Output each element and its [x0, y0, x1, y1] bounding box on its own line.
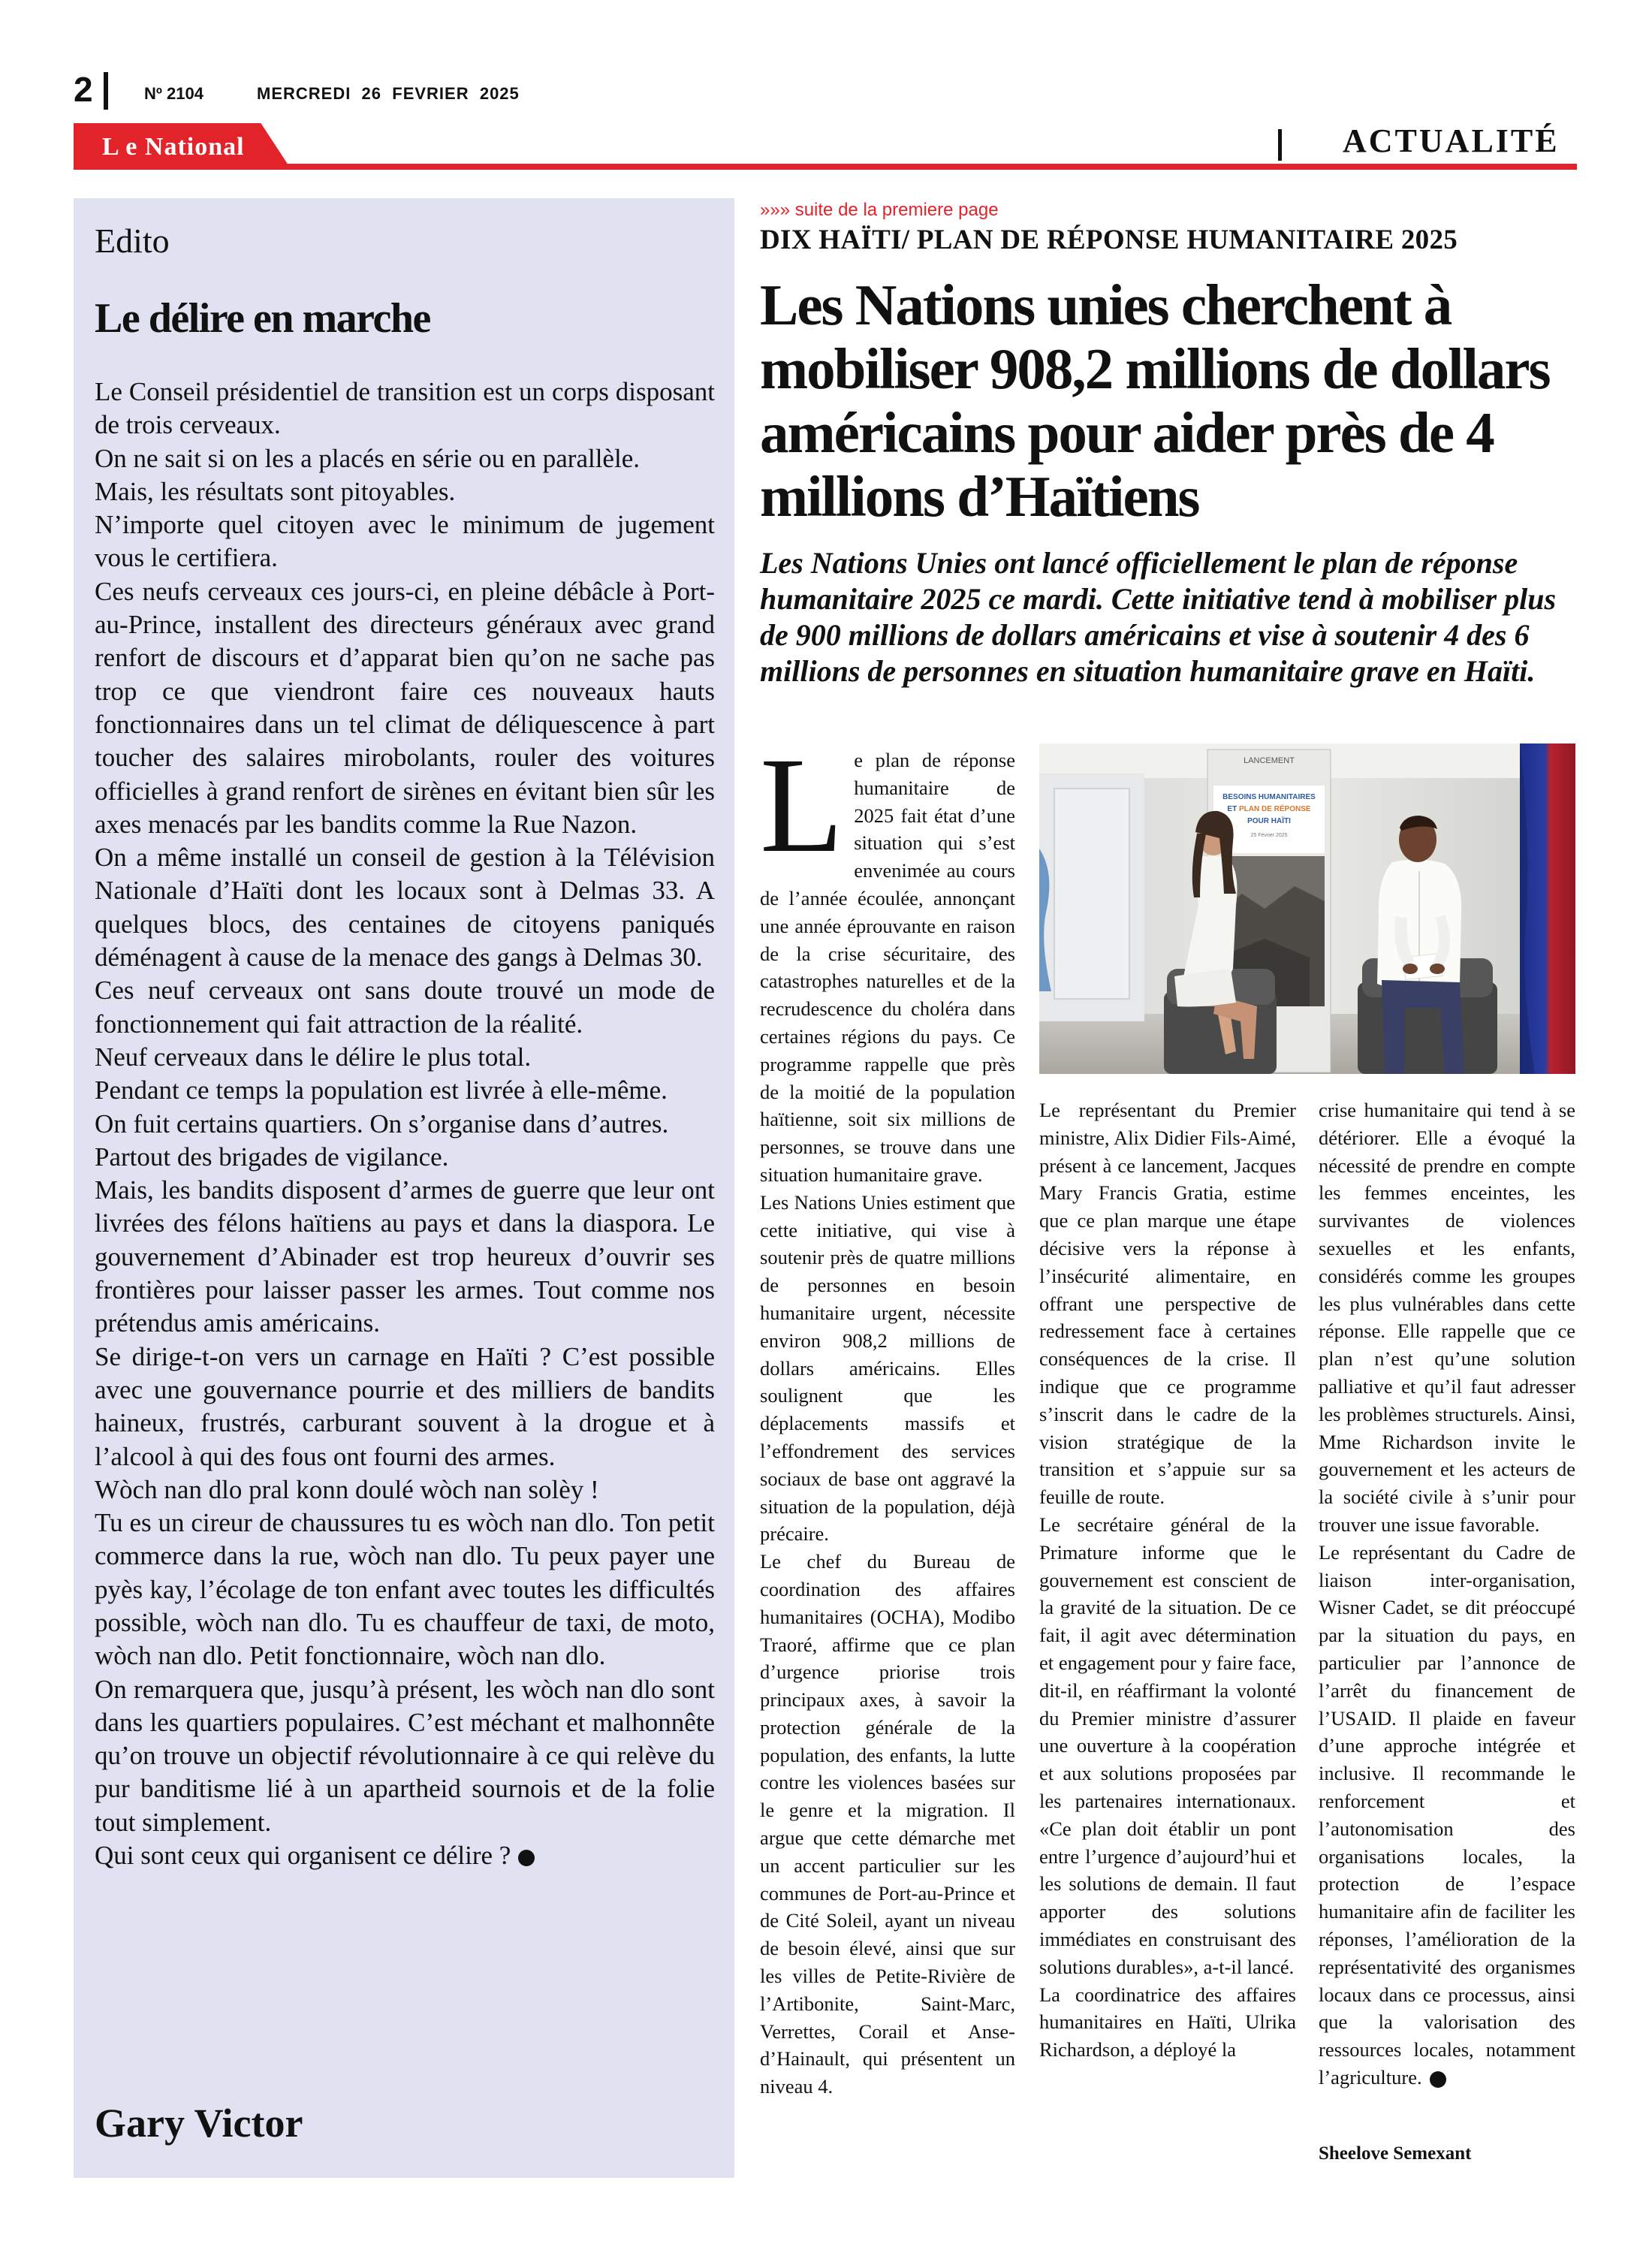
section-divider [1278, 129, 1282, 161]
edito-paragraph-text: Le Conseil présidentiel de transition est un corps disposant de trois cerveaux. [95, 377, 715, 440]
article-column-2 [1039, 1096, 1296, 2064]
article-paragraph: crise humanitaire qui tend à se détériorer. Elle a évoqué la nécessité de prendre en compte les femmes enceintes, les survivantes de violences sexuelles et les enfants, considérés comme les groupes les plus vulnérables dans cette réponse. Elle rappelle que ce plan n’est qu’une solution palliative et qu’il faut adresser les problèmes structurels. Ainsi, Mme Richardson invite le gouvernement et les acteurs de la société civile à s’unir pour trouver une issue favorable. [1319, 1099, 1575, 1536]
edito-paragraph [95, 1839, 715, 1872]
article-paragraph: La coordinatrice des affaires humanitaires en Haïti, Ulrika Richardson, a déployé la [1039, 1983, 1296, 2061]
edito-paragraph-text: Partout des brigades de vigilance. [95, 1142, 449, 1172]
article-author: Sheelove Semexant [1319, 2143, 1472, 2164]
edito-paragraph [95, 1074, 715, 1107]
article-kicker: DIX HAÏTI/ PLAN DE RÉPONSE HUMANITAIRE 2025 [760, 225, 1458, 255]
article-paragraph-last [1319, 1539, 1575, 2092]
edito-paragraph [95, 1473, 715, 1507]
edito-paragraph-text: Ces neuf cerveaux ont sans doute trouvé un mode de fonctionnement qui fait attraction de la réalité. [95, 976, 715, 1039]
edito-paragraph-text: Qui sont ceux qui organisent ce délire ? [95, 1841, 511, 1871]
edito-paragraph-text: On remarquera que, jusqu’à présent, les wòch nan dlo sont dans les quartiers populaires. C’est méchant et malhonnête qu’on trouve un objectif révolutionnaire à ce qui relève du pur banditisme lié à un apartheid sournois et de la folie tout simplement. [95, 1674, 715, 1837]
article-column-1 [760, 730, 1015, 2101]
edito-kicker: Edito [95, 222, 170, 260]
issue-number: Nº 2104 [144, 84, 203, 103]
issue-date: MERCREDI 26 FEVRIER 2025 [257, 84, 520, 103]
edito-paragraph [95, 841, 715, 974]
article-first-paragraph-text: e plan de réponse humanitaire de 2025 fait état d’une situation qui s’est envenimée au cours de l’année écoulée, annonçant une année éprouvante en raison de la crise sécuritaire, des catastrophes naturelles et de la recrudescence du choléra dans certaines régions du pays. Ce programme rappelle que près de la moitié de la population haïtienne, soit six millions de personnes, se trouve dans une situation humanitaire grave. [760, 749, 1015, 1186]
article-dropcap: L [760, 730, 844, 881]
section-label: ACTUALITÉ [1343, 122, 1560, 159]
photo-banner-top: LANCEMENT [1244, 756, 1295, 765]
edito-paragraph [95, 1141, 715, 1174]
edito-paragraph-text: Mais, les bandits disposent d’armes de guerre que leur ont livrées des félons haïtiens au pays et dans la diaspora. Le gouvernement d’Abinader est trop heureux d’ouvrir ses frontières pour laisser passer les armes. Tout comme nos prétendus amis américains. [95, 1175, 715, 1338]
header-red-rule [74, 164, 1577, 170]
edito-author: Gary Victor [95, 2101, 303, 2146]
photo-banner-line1: BESOINS HUMANITAIRES [1222, 793, 1316, 801]
edito-paragraph [95, 1174, 715, 1340]
article-lede: Les Nations Unies ont lancé officiellement le plan de réponse humanitaire 2025 ce mardi. Cette initiative tend à mobiliser plus de 900 millions de dollars américains et vise à soutenir 4 des 6 millions de personnes en situation humanitaire grave en Haïti. [760, 546, 1557, 688]
edito-paragraph-text: Mais, les résultats sont pitoyables. [95, 476, 456, 506]
edito-paragraph [95, 1108, 715, 1141]
edito-paragraph [95, 575, 715, 841]
page-number-divider [104, 72, 108, 110]
end-of-edito-mark [518, 1850, 535, 1866]
edito-paragraph [95, 1507, 715, 1672]
article-column-3 [1319, 1096, 1575, 2092]
page-header [0, 0, 1652, 180]
article-paragraph: Le chef du Bureau de coordination des affaires humanitaires (OCHA), Modibo Traoré, affirme que ce plan d’urgence priorise trois principaux axes, à savoir la protection générale de la population, des enfants, la lutte contre les violences basées sur le genre et la migration. Il argue que cette démarche met un accent particulier sur les communes de Port-au-Prince et de Cité Soleil, ayant un niveau de besoin élevé, ainsi que sur les villes de Petite-Rivière de l’Artibonite, Saint-Marc, Verrettes, Corail et Anse-d’Hainault, qui présentent un niveau 4. [760, 1550, 1015, 2098]
edito-paragraph [95, 475, 715, 508]
edito-column [74, 198, 734, 2178]
edito-title: Le délire en marche [95, 295, 430, 342]
article-first-paragraph [760, 730, 1015, 1189]
edito-paragraph-text: Se dirige-t-on vers un carnage en Haïti ? C’est possible avec une gouvernance pourrie et des milliers de bandits haineux, frustrés, carburant souvent à la drogue et à l’alcool à qui des fous ont fourni des armes. [95, 1341, 715, 1471]
edito-paragraph-text: On fuit certains quartiers. On s’organise dans d’autres. [95, 1108, 669, 1139]
brand-name: L e National [102, 133, 245, 161]
end-of-article-mark [1430, 2071, 1446, 2088]
article-paragraph: Les Nations Unies estiment que cette initiative, qui vise à soutenir près de quatre millions de personnes en besoin humanitaire urgent, nécessite environ 908,2 millions de dollars américains. Elles soulignent que les déplacements massifs et l’effondrement des services sociaux de base ont aggravé la situation de la population, déjà précaire. [760, 1190, 1015, 1546]
edito-paragraph-text: N’importe quel citoyen avec le minimum de jugement vous le certifiera. [95, 510, 715, 573]
article-photo [1039, 743, 1575, 1074]
edito-body [95, 376, 715, 1872]
edito-paragraph [95, 508, 715, 575]
photo-banner-line3: POUR HAÏTI [1247, 817, 1291, 825]
photo-banner-date: 25 Février 2025 [1250, 833, 1288, 838]
edito-paragraph-text: Neuf cerveaux dans le délire le plus total. [95, 1042, 532, 1072]
page-number: 2 [74, 70, 93, 109]
photo-press-conference [1039, 743, 1575, 1074]
article-continuation-note: »»» suite de la premiere page [760, 200, 999, 220]
edito-paragraph [95, 1041, 715, 1074]
edito-paragraph [95, 376, 715, 442]
edito-paragraph [95, 1673, 715, 1839]
article-headline: Les Nations unies cherchent à mobiliser 908,2 millions de dollars américains pour aider près de 4 millions d’Haïtiens [760, 273, 1550, 529]
edito-paragraph [95, 442, 715, 475]
edito-paragraph-text: Pendant ce temps la population est livrée à elle-même. [95, 1075, 668, 1105]
edito-paragraph-text: On ne sait si on les a placés en série ou en parallèle. [95, 443, 640, 473]
photo-banner-line2: ET PLAN DE RÉPONSE [1227, 805, 1311, 813]
article-paragraph: Le secrétaire général de la Primature informe que le gouvernement est conscient de la gravité de la situation. De ce fait, il agit avec détermination et engagement pour y faire face, dit-il, en réaffirmant la volonté du Premier ministre d’assurer une ouverture à la coopération et aux solutions proposées par les partenaires internationaux. «Ce plan doit établir un pont entre l’urgence d’aujourd’hui et les solutions de demain. Il faut apporter des solutions immédiates en construisant des solutions durables», a-t-il lancé. [1039, 1513, 1296, 1978]
edito-paragraph-text: On a même installé un conseil de gestion à la Télévision Nationale d’Haïti dont les locaux sont à Delmas 33. A quelques blocs, des centaines de citoyens paniqués déménagent à cause de la menace des gangs à Delmas 30. [95, 843, 715, 973]
edito-paragraph-text: Tu es un cireur de chaussures tu es wòch nan dlo. Ton petit commerce dans la rue, wòch nan dlo. Tu peux payer une pyès kay, l’écolage de ton enfant avec toutes les difficultés possible, wòch nan dlo. Tu es chauffeur de taxi, de moto, wòch nan dlo. Petit fonctionnaire, wòch nan dlo. [95, 1508, 715, 1671]
edito-paragraph-text: Ces neufs cerveaux ces jours-ci, en pleine débâcle à Port-au-Prince, installent des directeurs généraux avec grand renfort de discours et d’apparat bien qu’on ne sache pas trop ce que viendront faire ces nouveaux hauts fonctionnaires dans un tel climat de déliquescence à part toucher des salaires mirobolants, rouler des voitures officielles à grand renfort de sirènes en évitant bien sûr les axes menacés par les bandits comme la Rue Nazon. [95, 576, 715, 839]
edito-paragraph [95, 1341, 715, 1473]
edito-paragraph [95, 974, 715, 1041]
article-last-paragraph-text: Le représentant du Cadre de liaison inter-organisation, Wisner Cadet, se dit préoccupé par la situation du pays, en particulier par l’annonce de l’arrêt du financement de l’USAID. Il plaide en faveur d’une approche intégrée et inclusive. Il recommande le renforcement et l’autonomisation des organisations locales, la protection de l’espace humanitaire afin de faciliter les réponses, l’amélioration de la représentativité des organismes locaux dans ce processus, ainsi que la valorisation des ressources locales, notamment l’agriculture. [1319, 1540, 1575, 2089]
article-paragraph: Le représentant du Premier ministre, Alix Didier Fils-Aimé, présent à ce lancement, Jacques Mary Francis Gratia, estime que ce plan marque une étape décisive vers la réponse à l’insécurité alimentaire, en offrant une perspective de redressement face à certaines conséquences de la crise. Il indique que ce programme s’inscrit dans le cadre de la vision stratégique de la transition et s’appuie sur sa feuille de route. [1039, 1099, 1296, 1509]
edito-paragraph-text: Wòch nan dlo pral konn doulé wòch nan solèy ! [95, 1474, 599, 1504]
